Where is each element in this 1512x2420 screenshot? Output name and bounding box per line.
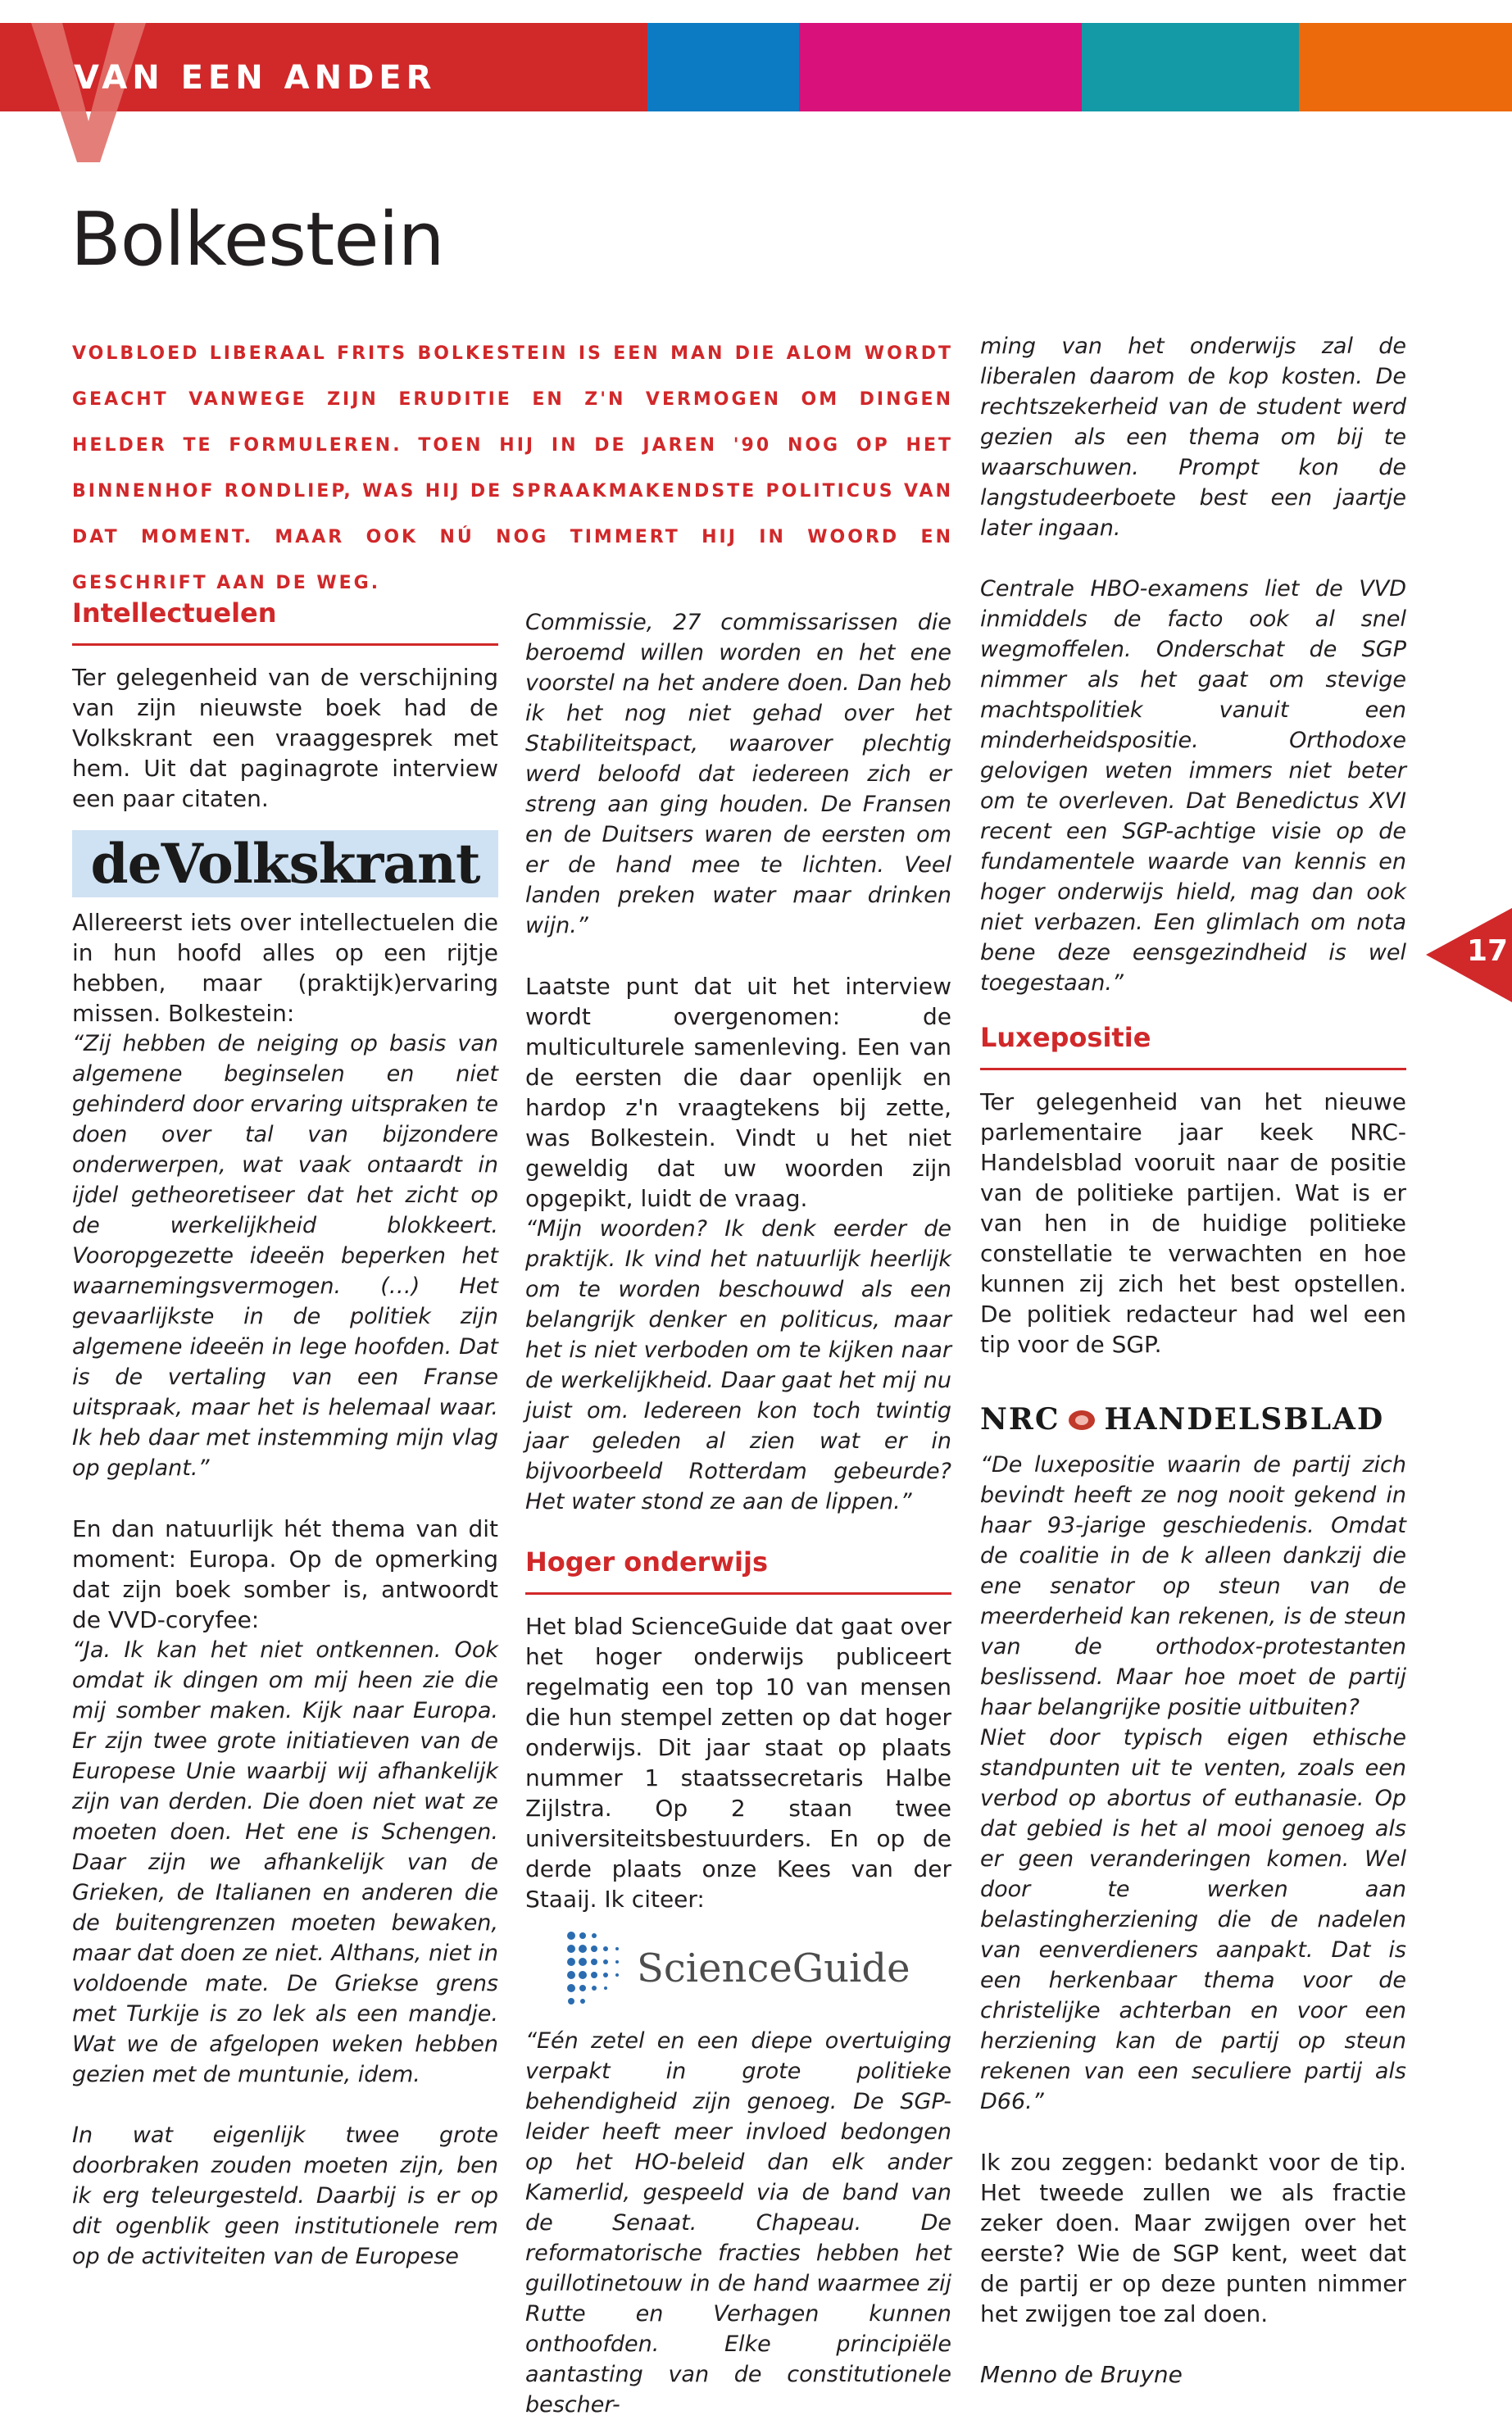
quote: Centrale HBO-examens liet de VVD inmiddels de facto ook al snel wegmoffelen. Onderschat de SGP nimmer als het gaat om stevige machtspolitiek vanuit een minderheidspositie. Orthodoxe gelovigen weten immers niet beter om te overleven. Dat Benedictus XVI recent een SGP-achtige visie op de fundamentele waarde van kennis en hoger onderwijs hield, mag dan ook niet verbazen. Een glimlach om nota bene deze eensgezindheid is wel toegestaan.”: [980, 576, 1406, 996]
article-intro: VOLBLOED LIBERAAL FRITS BOLKESTEIN IS EEN MAN DIE ALOM WORDT GEACHT VANWEGE ZIJN ERUDITIE EN Z'N VERMOGEN OM DINGEN HELDER TE FORMULEREN. TOEN HIJ IN DE JAREN '90 NOG OP HET BINNENHOF RONDLIEP, WAS HIJ DE SPRAAKMAKENDSTE POLITICUS VAN DAT MOMENT. MAAR OOK NÚ NOG TIMMERT HIJ IN WOORD EN GESCHRIFT AAN DE WEG.: [72, 343, 953, 593]
volkskrant-logo: deVolkskrant: [72, 830, 498, 897]
scienceguide-text: ScienceGuide: [637, 1945, 910, 1991]
paragraph: Ik zou zeggen: bedankt voor de tip. Het tweede zullen we als fractie zeker doen. Maar zwijgen over het eerste? Wie de SGP kent, weet dat de partij er op deze punten nimmer het zwijgen toe zal doen.: [980, 2149, 1406, 2327]
scienceguide-dots-icon: [555, 1929, 629, 2008]
heading-intellectuelen: Intellectuelen: [72, 598, 498, 646]
scienceguide-logo: [555, 1929, 951, 2008]
color-bar-teal: [1082, 23, 1299, 111]
column-2: [525, 607, 951, 2420]
color-bar-pink: [799, 23, 1082, 111]
section-label: VAN EEN ANDER: [74, 59, 437, 97]
color-bar-orange: [1299, 23, 1512, 111]
quote: “Eén zetel en een diepe overtuiging verpakt in grote politieke behendigheid zijn genoeg. De SGP-leider heeft meer invloed bedongen op het HO-beleid dan elk ander Kamerlid, gespeeld via de band van de Senaat. Chapeau. De reformatorische fracties hebben het guillotinetouw in de hand waarmee zij Rutte en Verhagen kunnen onthoofden. Elke principiële aantasting van de constitutionele bescher-: [525, 2028, 951, 2418]
nrc-logo-right: HANDELSBLAD: [1104, 1402, 1385, 1437]
quote: “Mijn woorden? Ik denk eerder de praktijk. Ik vind het natuurlijk heerlijk om te worden beschouwd als een belangrijk denker en politicus, maar het is niet verboden om te kijken naar de werkelijkheid. Daar gaat het mij nu juist om. Iedereen kon toch twintig jaar geleden al zien wat er in bijvoorbeeld Rotterdam gebeurde? Het water stond ze aan de lippen.”: [525, 1216, 951, 1514]
column-3: [980, 331, 1406, 2390]
quote: ming van het onderwijs zal de liberalen daarom de kop kosten. De rechtszekerheid van de student werd gezien als een thema om bij te waarschuwen. Prompt kon de langstudeerboete best een jaartje later ingaan.: [980, 334, 1406, 541]
paragraph: Laatste punt dat uit het interview wordt overgenomen: de multiculturele samenleving. Een van de eersten die daar openlijk en hardop z'n vraagtekens bij zette, was Bolkestein. Vindt u het niet geweldig dat uw woorden zijn opgepikt, luidt de vraag.: [525, 973, 951, 1212]
heading-luxepositie: Luxepositie: [980, 1023, 1406, 1070]
nrc-logo-left: NRC: [980, 1402, 1060, 1437]
color-bar-blue: [647, 23, 799, 111]
article-title: Bolkestein: [70, 197, 444, 283]
nrc-crest-icon: [1066, 1408, 1097, 1432]
quote: In wat eigenlijk twee grote doorbraken zouden moeten zijn, ben ik erg teleurgesteld. Daarbij is er op dit ogenblik geen institutionele rem op de activiteiten van de Europese: [72, 2123, 498, 2269]
quote: “Ja. Ik kan het niet ontkennen. Ook omdat ik dingen om mij heen zie die mij somber maken. Kijk naar Europa. Er zijn twee grote initiatieven van de Europese Unie waarbij wij afhankelijk zijn van derden. Die doen niet wat ze moeten doen. Het ene is Schengen. Daar zijn we afhankelijk van de Grieken, de Italianen en anderen die de buitengrenzen moeten bewaken, maar dat doen ze niet. Althans, niet in voldoende mate. De Griekse grens met Turkije is zo lek als een mandje. Wat we de afgelopen weken hebben gezien met de muntunie, idem.: [72, 1637, 498, 2087]
quote: Commissie, 27 commissarissen die beroemd willen worden en het ene voorstel na het andere doen. Dan heb ik het nog niet gehad over het Stabiliteitspact, waarover plechtig werd beloofd dat iedereen zich er streng aan ging houden. De Fransen en de Duitsers waren de eersten om er de hand mee te lichten. Veel landen preken water maar drinken wijn.”: [525, 610, 951, 938]
nrc-logo: [980, 1402, 1406, 1437]
author: Menno de Bruyne: [980, 2361, 1183, 2388]
paragraph: Ter gelegenheid van de verschijning van zijn nieuwste boek had de Volkskrant een vraaggesprek met hem. Uit dat paginagrote interview een paar citaten.: [72, 664, 498, 812]
quote: “Zij hebben de neiging op basis van algemene beginselen en niet gehinderd door ervaring uitspraken te doen over tal van bijzondere onderwerpen, wat vaak ontaardt in ijdel getheoretiseer dat het zicht op de werkelijkheid blokkeert. Vooropgezette ideeën beperken het waarnemingsvermogen. (…) Het gevaarlijkste in de politiek zijn algemene ideeën in lege hoofden. Dat is de vertaling van een Franse uitspraak, maar het is helemaal waar. Ik heb daar met instemming mijn vlag op geplant.”: [72, 1031, 498, 1481]
quote: Niet door typisch eigen ethische standpunten uit te venten, zoals een verbod op abortus of euthanasie. Op dat gebied is het al mooi genoeg als er geen veranderingen komen. Wel door te werken aan belastingherziening die de nadelen van eenverdieners aanpakt. Dat is een herkenbaar thema voor de christelijke achterban en voor een herziening kan de partij op steun rekenen van een seculiere partij als D66.”: [980, 1725, 1406, 2114]
paragraph: En dan natuurlijk hét thema van dit moment: Europa. Op de opmerking dat zijn boek somber is, antwoordt de VVD-coryfee:: [72, 1515, 498, 1633]
quote: “De luxepositie waarin de partij zich bevindt heeft ze nog nooit gekend in haar 93-jarige geschiedenis. Omdat de coalitie in de k alleen dankzij die ene senator op steun van de meerderheid kan rekenen, is de steun van de orthodox-protestanten beslissend. Maar hoe moet de partij haar belangrijke positie uitbuiten?: [980, 1452, 1406, 1720]
heading-hoger-onderwijs: Hoger onderwijs: [525, 1547, 951, 1595]
column-1: [72, 598, 498, 2272]
paragraph: Allereerst iets over intellectuelen die in hun hoofd alles op een rijtje hebben, maar (praktijk)ervaring missen. Bolkestein:: [72, 909, 498, 1027]
paragraph: Het blad ScienceGuide dat gaat over het hoger onderwijs publiceert regelmatig een top 10 van mensen die hun stempel zetten op dat hoger onderwijs. Dit jaar staat op plaats nummer 1 staatssecretaris Halbe Zijlstra. Op 2 staan twee universiteitsbestuurders. En op de derde plaats onze Kees van der Staaij. Ik citeer:: [525, 1613, 951, 1913]
paragraph: Ter gelegenheid van het nieuwe parlementaire jaar keek NRC-Handelsblad vooruit naar de positie van de politieke partijen. Wat is er van hen in de huidige politieke constellatie te verwachten en hoe kunnen zij zich het best opstellen. De politiek redacteur had wel een tip voor de SGP.: [980, 1088, 1406, 1358]
page-number: 17: [1467, 934, 1509, 968]
